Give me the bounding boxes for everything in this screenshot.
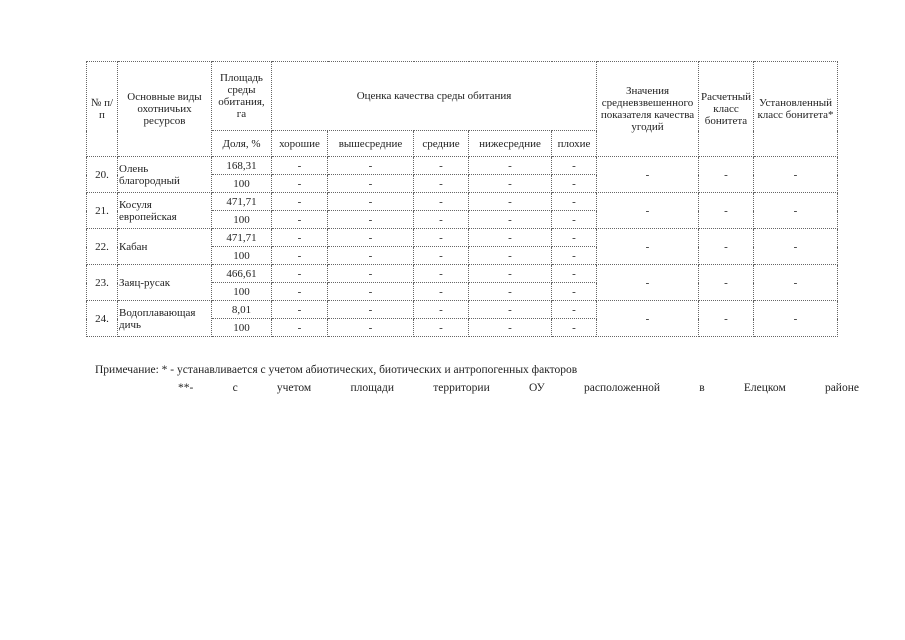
quality-share-value: - [328,247,414,265]
table-row [87,193,838,211]
quality-share-value: - [272,211,328,229]
quality-value: - [328,157,414,175]
calc-class-value: - [699,193,754,229]
note-word: **- [178,382,194,394]
set-class-value: - [754,229,838,265]
quality-value: - [328,301,414,319]
species-name: Олень благородный [118,157,212,193]
calc-class-value: - [699,301,754,337]
area-value: 8,01 [212,301,272,319]
quality-value: - [552,265,597,283]
area-value: 168,31 [212,157,272,175]
quality-value: - [552,301,597,319]
note-word: ОУ [528,382,545,394]
weighted-value: - [597,301,699,337]
header-set-class: Установленный класс бонитета* [754,62,838,157]
area-value: 466,61 [212,265,272,283]
quality-share-value: - [552,247,597,265]
share-value: 100 [212,211,272,229]
row-num: 21. [87,193,118,229]
quality-value: - [272,193,328,211]
header-below-avg: нижесредние [469,131,552,157]
row-num: 23. [87,265,118,301]
quality-value: - [272,157,328,175]
calc-class-value: - [699,157,754,193]
header-above-avg: вышесредние [328,131,414,157]
quality-value: - [552,229,597,247]
header-species: Основные виды охотничьих ресурсов [118,62,212,157]
row-num: 20. [87,157,118,193]
quality-share-value: - [414,319,469,337]
species-name: Кабан [118,229,212,265]
weighted-value: - [597,229,699,265]
quality-share-value: - [469,247,552,265]
quality-share-value: - [272,319,328,337]
note-word: площади [350,382,395,394]
area-value: 471,71 [212,193,272,211]
quality-share-value: - [272,283,328,301]
note-word: в [699,382,705,394]
quality-share-value: - [469,319,552,337]
quality-value: - [552,193,597,211]
quality-share-value: - [469,211,552,229]
quality-value: - [469,229,552,247]
quality-value: - [552,157,597,175]
note-word: с [232,382,238,394]
quality-share-value: - [552,283,597,301]
quality-share-value: - [328,319,414,337]
quality-share-value: - [469,175,552,193]
set-class-value: - [754,265,838,301]
quality-share-value: - [328,175,414,193]
species-name: Водоплавающая дичь [118,301,212,337]
quality-share-value: - [469,283,552,301]
quality-value: - [328,229,414,247]
quality-share-value: - [414,175,469,193]
calc-class-value: - [699,265,754,301]
set-class-value: - [754,301,838,337]
species-name: Косуля европейская [118,193,212,229]
quality-value: - [272,301,328,319]
weighted-value: - [597,265,699,301]
quality-share-value: - [552,175,597,193]
quality-value: - [414,301,469,319]
quality-value: - [328,265,414,283]
area-value: 471,71 [212,229,272,247]
quality-share-value: - [414,247,469,265]
table-row [87,229,838,247]
calc-class-value: - [699,229,754,265]
quality-value: - [469,301,552,319]
quality-value: - [328,193,414,211]
note-word: расположенной [583,382,661,394]
header-quality: Оценка качества среды обитания [272,62,597,131]
quality-share-value: - [328,211,414,229]
quality-value: - [414,157,469,175]
note-line-2 [178,381,859,395]
quality-value: - [469,193,552,211]
header-calc-class: Расчетный класс бонитета [699,62,754,157]
note-word: районе [824,382,859,394]
quality-value: - [414,229,469,247]
header-good: хорошие [272,131,328,157]
bonitet-table [86,61,838,337]
weighted-value: - [597,193,699,229]
row-num: 24. [87,301,118,337]
header-num: № п/п [87,62,118,157]
set-class-value: - [754,193,838,229]
table-row [87,301,838,319]
quality-share-value: - [272,247,328,265]
note-word: Елецком [743,382,786,394]
header-share: Доля, % [212,131,272,157]
note-word: территории [433,382,490,394]
quality-share-value: - [552,319,597,337]
note-line-1: Примечание: * - устанавливается с учетом абиотических, биотических и антропогенных факторов [95,364,578,376]
quality-value: - [272,229,328,247]
quality-value: - [272,265,328,283]
row-num: 22. [87,229,118,265]
share-value: 100 [212,319,272,337]
quality-share-value: - [328,283,414,301]
quality-share-value: - [414,211,469,229]
species-name: Заяц-русак [118,265,212,301]
share-value: 100 [212,283,272,301]
header-poor: плохие [552,131,597,157]
quality-value: - [414,193,469,211]
table-row [87,157,838,175]
quality-share-value: - [552,211,597,229]
header-weighted: Значения средневзвешенного показателя качества угодий [597,62,699,157]
quality-value: - [414,265,469,283]
header-avg: средние [414,131,469,157]
weighted-value: - [597,157,699,193]
quality-share-value: - [272,175,328,193]
note-word: учетом [276,382,312,394]
header-area: Площадь среды обитания, га [212,62,272,131]
share-value: 100 [212,175,272,193]
quality-value: - [469,157,552,175]
set-class-value: - [754,157,838,193]
quality-value: - [469,265,552,283]
share-value: 100 [212,247,272,265]
quality-share-value: - [414,283,469,301]
table-row [87,265,838,283]
